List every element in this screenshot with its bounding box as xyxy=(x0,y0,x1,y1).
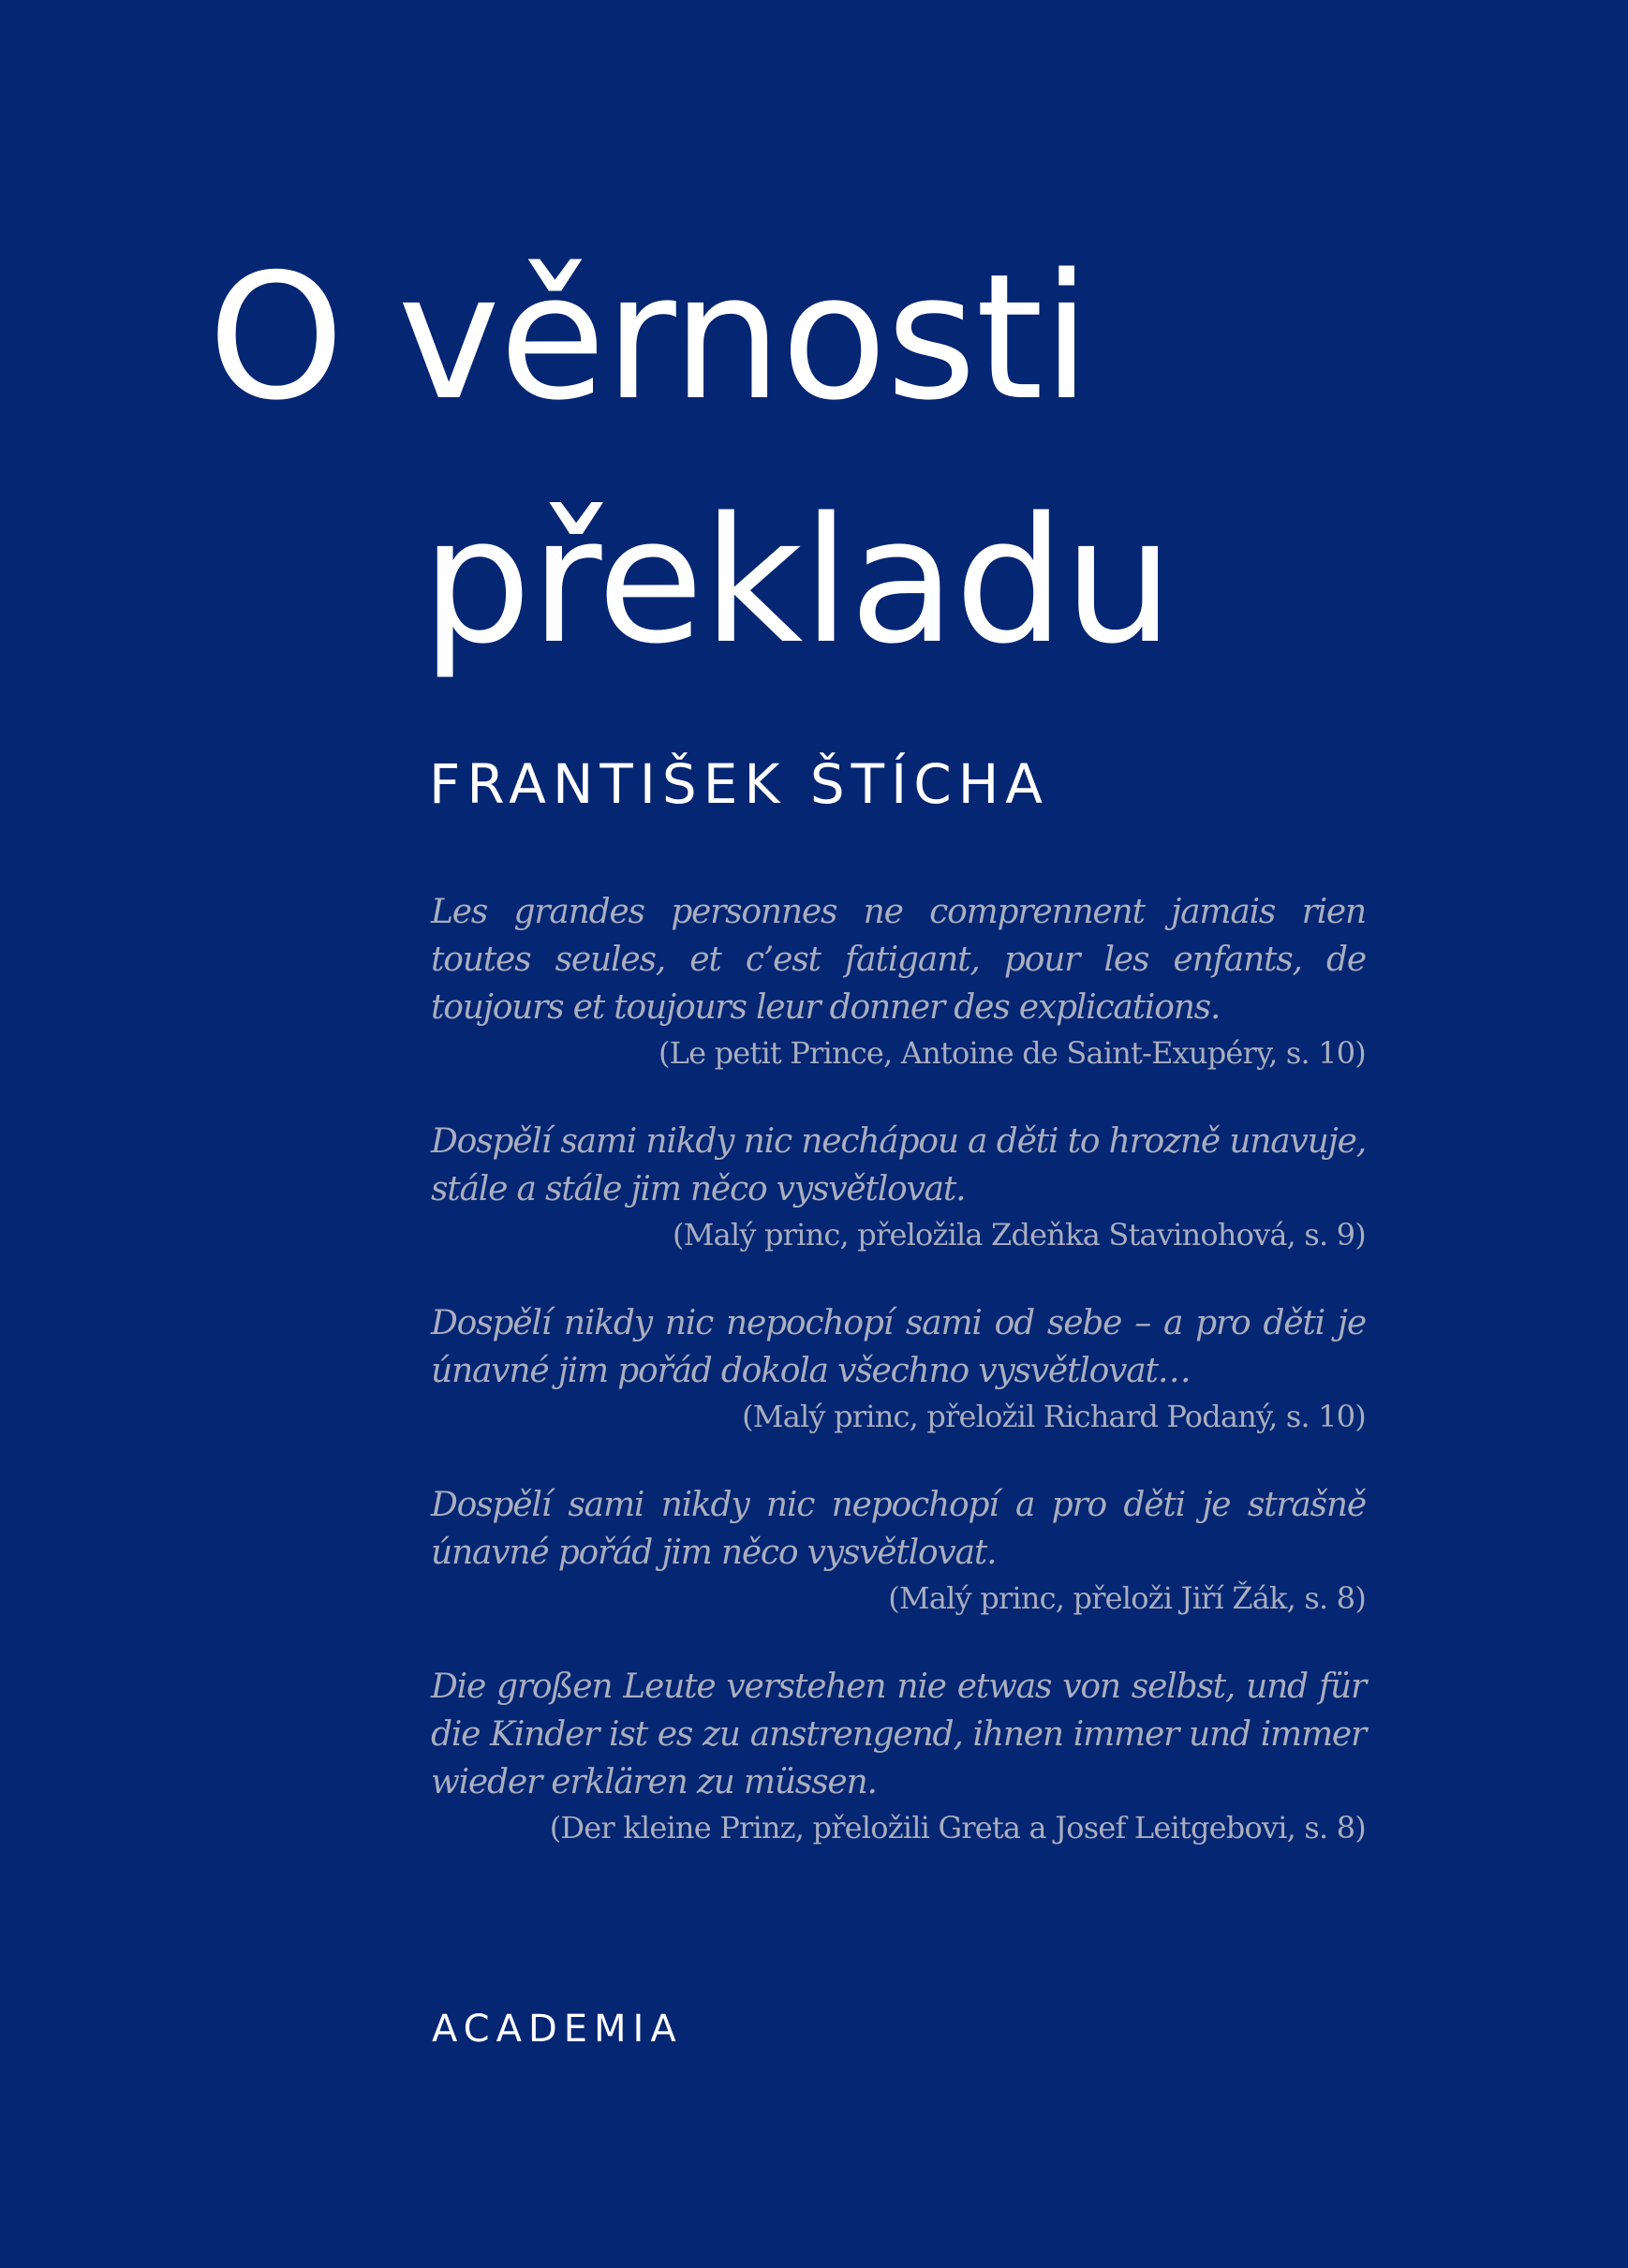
quote-source: (Le petit Prince, Antoine de Saint-Exupéry, s. 10) xyxy=(658,1035,1366,1071)
quote-source: (Malý princ, přeložil Richard Podaný, s. 10) xyxy=(742,1399,1366,1434)
quote-source: (Malý princ, přeložila Zdeňka Stavinohová, s. 9) xyxy=(672,1217,1366,1253)
author-name: FRANTIŠEK ŠTÍCHA xyxy=(429,752,1049,816)
quote-block xyxy=(431,888,1366,1075)
quote-text: Dospělí sami nikdy nic nechápou a děti to hrozně unavuje, stále a stále jim něco vysvětlovat. xyxy=(431,1122,1366,1208)
quotes-section xyxy=(431,888,1366,1892)
publisher-name: ACADEMIA xyxy=(432,2008,683,2051)
title-line-2: překladu xyxy=(422,480,1173,682)
quote-block xyxy=(431,1663,1366,1849)
quote-block xyxy=(431,1481,1366,1620)
quote-block xyxy=(431,1118,1366,1256)
quote-text: Les grandes personnes ne comprennent jamais rien toutes seules, et c’est fatigant, pour les enfants, de toujours et toujours leur donner des explications. xyxy=(431,893,1366,1027)
quote-block xyxy=(431,1299,1366,1438)
quote-text: Die großen Leute verstehen nie etwas von selbst, und für die Kinder ist es zu anstrengend, ihnen immer und immer wieder erklären zu müssen. xyxy=(431,1668,1366,1801)
quote-source: (Der kleine Prinz, přeložili Greta a Josef Leitgebovi, s. 8) xyxy=(549,1810,1366,1846)
quote-text: Dospělí nikdy nic nepochopí sami od sebe – a pro děti je únavné jim pořád dokola všechno vysvětlovat… xyxy=(431,1304,1366,1390)
quote-text: Dospělí sami nikdy nic nepochopí a pro děti je strašně únavné pořád jim něco vysvětlovat. xyxy=(431,1486,1366,1572)
title-line-1: O věrnosti xyxy=(208,236,1090,438)
quote-source: (Malý princ, přeloži Jiří Žák, s. 8) xyxy=(888,1580,1366,1616)
